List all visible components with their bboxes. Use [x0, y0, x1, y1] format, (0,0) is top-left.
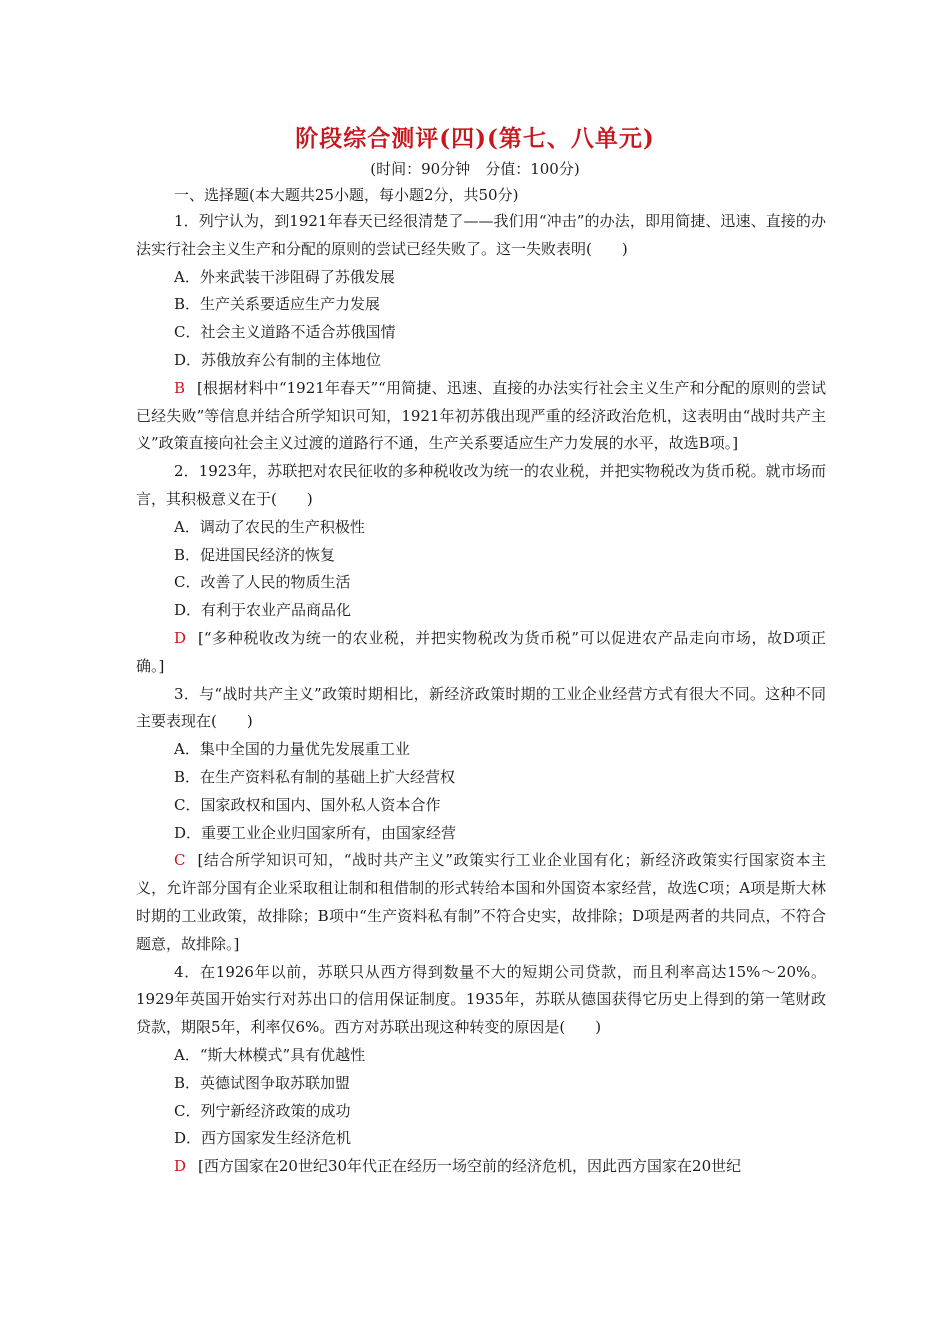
answer-explanation — [136, 1153, 826, 1181]
answer-key: D — [174, 1157, 187, 1176]
option: C．国家政权和国内、国外私人资本合作 — [174, 795, 441, 814]
option: D．重要工业企业归国家所有，由国家经营 — [174, 823, 457, 842]
answer-explanation — [136, 625, 826, 681]
option: D．苏俄放弃公有制的主体地位 — [174, 350, 382, 369]
explanation-text: [西方国家在20世纪30年代正在经历一场空前的经济危机，因此西方国家在20世纪 — [198, 1157, 742, 1176]
explanation-text: [“多种税收改为统一的农业税，并把实物税改为货币税”可以促进农产品走向市场，故D项正确。] — [136, 628, 826, 675]
explanation-text: [根据材料中“1921年春天”“用简捷、迅速、直接的办法实行社会主义生产和分配的原则的尝试已经失败”等信息并结合所学知识可知，1921年初苏俄出现严重的经济政治危机，这表明由“战时共产主义”政策直接向社会主义过渡的道路行不通，生产关系要适应生产力发展的水平，故选B项。] — [136, 378, 826, 453]
answer-key: C — [174, 851, 186, 870]
option: B．生产关系要适应生产力发展 — [174, 295, 381, 314]
answer-explanation — [136, 375, 826, 458]
option: C．改善了人民的物质生活 — [174, 573, 351, 592]
option: A．调动了农民的生产积极性 — [174, 517, 365, 536]
question-stem: 2．1923年，苏联把对农民征收的多种税收改为统一的农业税，并把实物税改为货币税。就市场而言，其积极意义在于( ) — [136, 462, 826, 508]
option: D．有利于农业产品商品化 — [174, 601, 352, 620]
answer-key: B — [174, 378, 186, 397]
option: A．外来武装干涉阻碍了苏俄发展 — [174, 267, 395, 286]
option: A．“斯大林模式”具有优越性 — [174, 1045, 366, 1064]
question-stem: 1．列宁认为，到1921年春天已经很清楚了——我们用“冲击”的办法，即用简捷、迅速、直接的办法实行社会主义生产和分配的原则的尝试已经失败了。这一失败表明( ) — [136, 212, 826, 258]
option: B．在生产资料私有制的基础上扩大经营权 — [174, 767, 456, 786]
answer-explanation — [136, 847, 826, 958]
option: B．英德试图争取苏联加盟 — [174, 1073, 351, 1092]
question-stem: 4．在1926年以前，苏联只从西方得到数量不大的短期公司贷款，而且利率高达15%～20%。1929年英国开始实行对苏出口的信用保证制度。1935年，苏联从德国获得它历史上得到的第一笔财政贷款，期限5年，利率仅6%。西方对苏联出现这种转变的原因是( ) — [136, 962, 826, 1037]
explanation-text: [结合所学知识可知，“战时共产主义”政策实行工业企业国有化；新经济政策实行国家资本主义，允许部分国有企业采取租让制和租借制的形式转给本国和外国资本家经营，故选C项；A项是斯大林时期的工业政策，故排除；B项中“生产资料私有制”不符合史实，故排除；D项是两者的共同点，不符合题意，故排除。] — [136, 851, 826, 953]
question-list — [136, 208, 826, 1181]
section-heading: 一、选择题(本大题共25小题，每小题2分，共50分) — [174, 186, 519, 204]
question-stem: 3．与“战时共产主义”政策时期相比，新经济政策时期的工业企业经营方式有很大不同。这种不同主要表现在( ) — [136, 684, 826, 731]
exam-info: (时间：90分钟 分值：100分) — [370, 160, 580, 178]
page-title: 阶段综合测评(四)(第七、八单元) — [295, 125, 655, 152]
option: A．集中全国的力量优先发展重工业 — [174, 740, 410, 759]
option: C．列宁新经济政策的成功 — [174, 1101, 351, 1120]
answer-key: D — [174, 628, 187, 647]
option: B．促进国民经济的恢复 — [174, 545, 336, 564]
option: C．社会主义道路不适合苏俄国情 — [174, 323, 396, 342]
option: D．西方国家发生经济危机 — [174, 1129, 352, 1148]
